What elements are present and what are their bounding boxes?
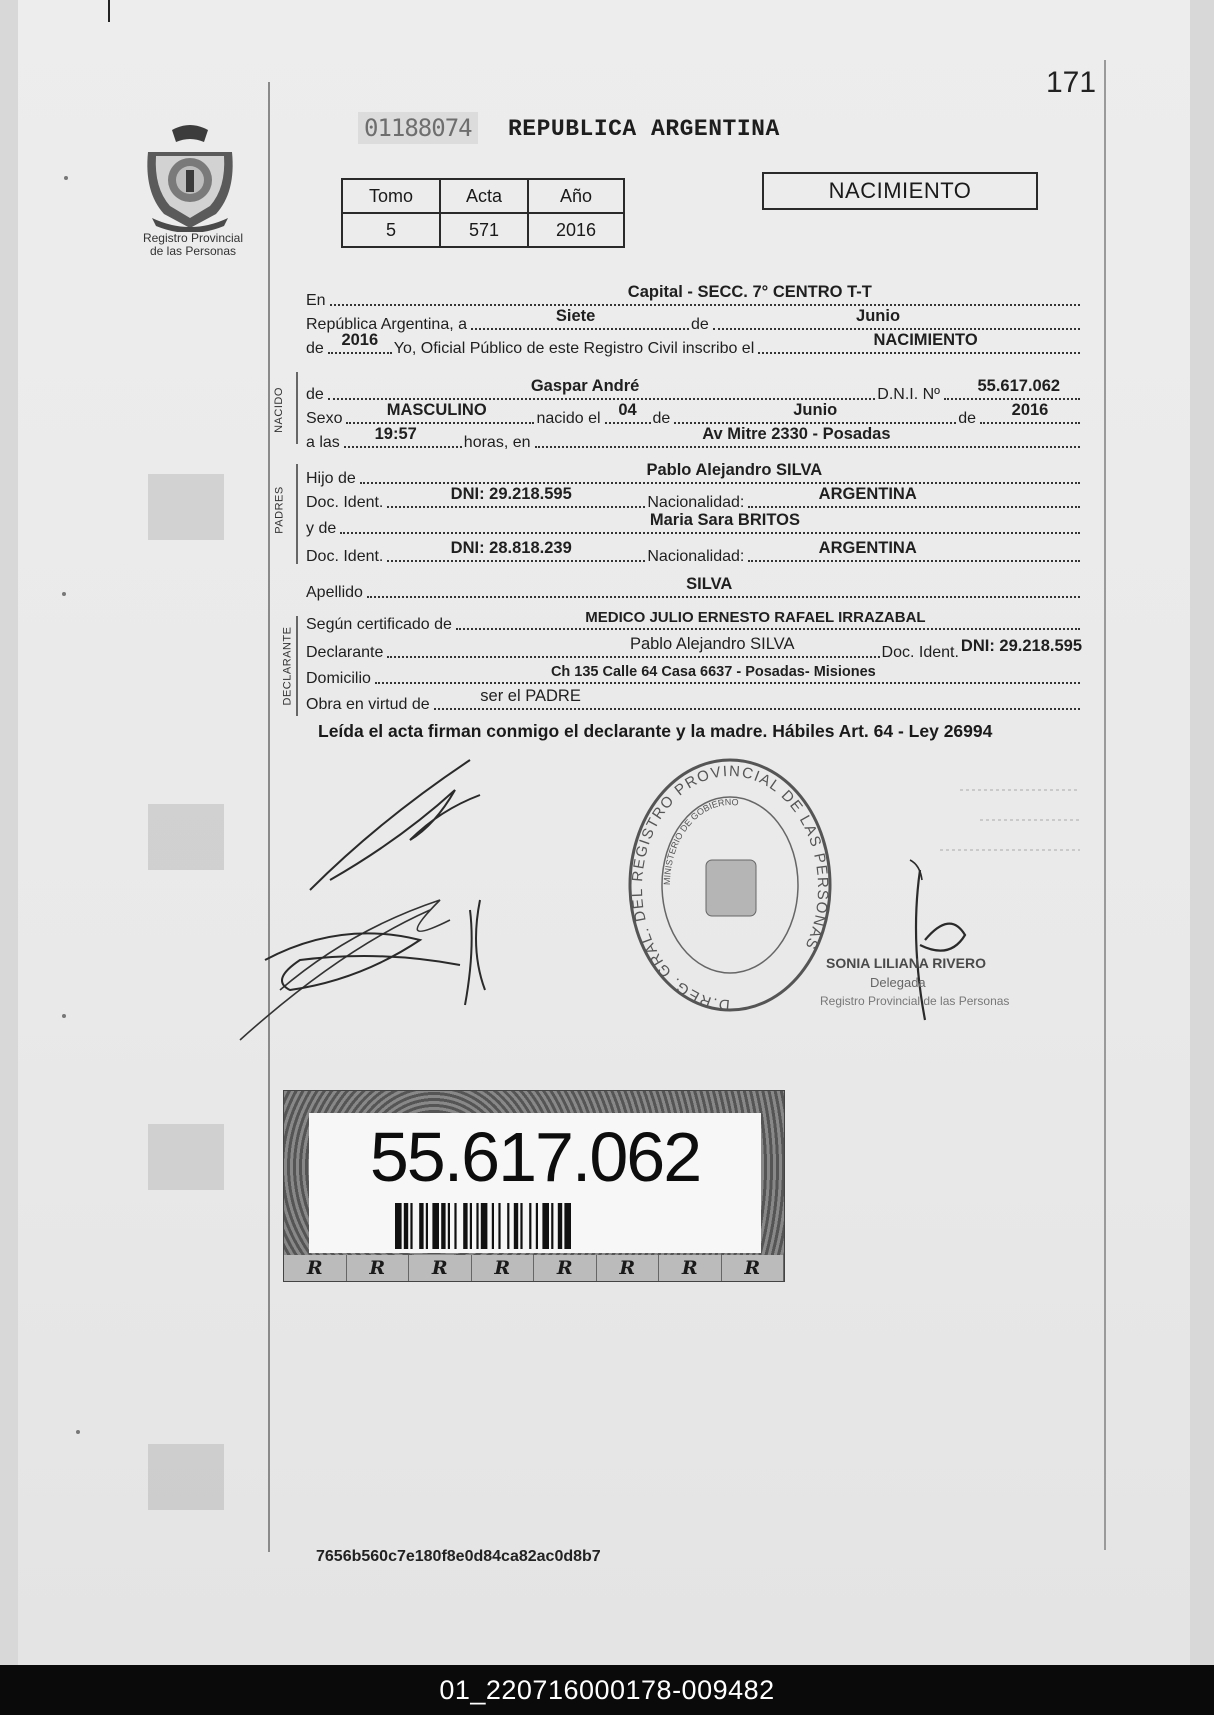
label-alas: a las (306, 434, 340, 451)
dotted-line (713, 307, 1080, 330)
barcode-bar (564, 1203, 571, 1249)
value-mother-doc: DNI: 28.818.239 (450, 539, 572, 557)
punch-hole (64, 176, 68, 180)
form-row-domicilio (306, 666, 1082, 688)
security-mark: R (722, 1255, 785, 1281)
security-mark: R (472, 1255, 535, 1281)
dotted-line (535, 425, 1080, 448)
barcode-bar (410, 1203, 412, 1249)
registry-caption-line2: de las Personas (149, 244, 237, 258)
value-child-name: Gaspar André (530, 377, 640, 395)
form-row-declarante (306, 635, 1082, 662)
country-heading: REPUBLICA ARGENTINA (508, 116, 780, 142)
label-segun: Según certificado de (306, 616, 452, 633)
security-mark: R (347, 1255, 410, 1281)
seal-ring-text: D.REG. GRAL. DEL REGISTRO PROVINCIAL DE LAS PERSONAS (628, 762, 832, 1014)
label-doc: Doc. Ident. (881, 644, 959, 661)
dotted-line (605, 401, 651, 424)
dotted-line (375, 664, 1080, 684)
punch-hole (76, 1430, 80, 1434)
form-row-mother (306, 511, 1082, 538)
value-domicilio: Ch 135 Calle 64 Casa 6637 - Posadas- Misiones (550, 664, 876, 680)
section-bar-declarante (296, 616, 298, 716)
label-obra: Obra en virtud de (306, 696, 430, 713)
barcode-bar (558, 1203, 562, 1249)
barcode-bar (551, 1203, 553, 1249)
dotted-line (367, 575, 1080, 598)
form-row-certificate (306, 609, 1082, 634)
dotted-line (758, 331, 1080, 354)
barcode-bar (454, 1203, 456, 1249)
dotted-line (674, 401, 956, 424)
form-row-obra (306, 687, 1082, 714)
label-domicilio: Domicilio (306, 670, 371, 687)
bleedthrough-emblem-icon (138, 470, 234, 550)
dotted-line (344, 425, 462, 448)
registry-caption-line1: Registro Provincial (142, 231, 244, 245)
form-row-officer (306, 331, 1082, 358)
document-hash: 7656b560c7e180f8e0d84ca82ac0d8b7 (316, 1548, 601, 1565)
value-year: 2016 (341, 331, 379, 349)
label-doc: Doc. Ident. (306, 548, 384, 565)
label-de: de (306, 340, 324, 357)
value-father-nationality: ARGENTINA (818, 485, 917, 503)
value-day-word: Siete (555, 307, 596, 325)
dotted-line (387, 485, 645, 508)
security-mark: R (409, 1255, 472, 1281)
value-declarante-doc: DNI: 29.218.595 (960, 637, 1082, 655)
value-father-doc: DNI: 29.218.595 (450, 485, 572, 503)
label-de: de (691, 316, 709, 333)
page-number: 171 (1046, 66, 1097, 99)
top-edge-mark (108, 0, 110, 22)
dotted-line (944, 377, 1080, 400)
acta-value-tomo: 5 (342, 213, 440, 247)
label-nacionalidad: Nacionalidad: (647, 494, 745, 511)
acta-value-acta: 571 (440, 213, 528, 247)
barcode-bar (507, 1203, 509, 1249)
value-dni: 55.617.062 (977, 377, 1061, 395)
officer-role: Delegada (870, 975, 926, 990)
label-en: En (306, 292, 326, 309)
barcode-bar (498, 1203, 500, 1249)
value-obra: ser el PADRE (480, 687, 581, 705)
dotted-line (340, 511, 1080, 534)
punch-hole (62, 592, 66, 596)
barcode-bar (476, 1203, 478, 1249)
value-birth-time: 19:57 (374, 425, 417, 443)
value-father-name: Pablo Alejandro SILVA (646, 461, 823, 479)
label-horas: horas, en (463, 434, 531, 451)
dotted-line (471, 307, 689, 330)
serial-number: 01188074 (358, 112, 478, 144)
acta-table (341, 178, 625, 248)
value-birth-year: 2016 (1011, 401, 1049, 419)
value-place: Capital - SECC. 7° CENTRO T-T (627, 283, 872, 301)
barcode-bar (536, 1203, 538, 1249)
barcode-bar (470, 1203, 472, 1249)
label-dni: D.N.I. Nº (877, 386, 940, 403)
sticker-number: 55.617.062 (369, 1118, 701, 1196)
acta-header-year: Año (528, 179, 624, 213)
value-birth-month: Junio (793, 401, 838, 419)
barcode-bar (514, 1203, 518, 1249)
form-row-father-doc (306, 485, 1082, 512)
dotted-line (748, 485, 1080, 508)
form-row-surname (306, 575, 1082, 602)
acta-header-tomo: Tomo (342, 179, 440, 213)
barcode-bar (395, 1203, 402, 1249)
punch-hole (62, 1014, 66, 1018)
seal-inner-text: MINISTERIO DE GOBIERNO (661, 796, 740, 886)
barcode-bar (448, 1203, 450, 1249)
label-republica: República Argentina, a (306, 316, 467, 333)
form-row-birth (306, 401, 1082, 428)
form-row-place (306, 283, 1082, 310)
dotted-line (434, 687, 1080, 710)
label-nacionalidad: Nacionalidad: (647, 548, 745, 565)
bleedthrough-emblem-icon (138, 1120, 234, 1200)
section-bar-padres (296, 464, 298, 564)
section-label-nacido: NACIDO (272, 387, 285, 433)
label-doc: Doc. Ident. (306, 494, 384, 511)
form-row-mother-doc (306, 539, 1082, 566)
security-mark: R (284, 1255, 347, 1281)
form-row-father (306, 461, 1082, 488)
dotted-line (748, 539, 1080, 562)
form-row-time-place (306, 425, 1082, 452)
value-declarante: Pablo Alejandro SILVA (629, 635, 795, 653)
value-mother-nationality: ARGENTINA (818, 539, 917, 557)
officer-name: SONIA LILIANA RIVERO (826, 955, 986, 971)
value-sexo: MASCULINO (386, 401, 487, 419)
label-hijo: Hijo de (306, 470, 356, 487)
label-sexo: Sexo (306, 410, 343, 427)
id-sticker (283, 1090, 785, 1282)
barcode-bar (441, 1203, 445, 1249)
sticker-label (309, 1113, 761, 1253)
section-label-declarante: DECLARANTE (281, 626, 294, 706)
barcode-bar (529, 1203, 531, 1249)
bleedthrough-emblem-icon (138, 1440, 234, 1520)
security-mark: R (597, 1255, 660, 1281)
province-emblem-icon (142, 122, 238, 232)
acta-header-acta: Acta (440, 179, 528, 213)
barcode-bar (542, 1203, 549, 1249)
section-bar-nacido (296, 372, 298, 444)
record-type-box: NACIMIENTO (762, 172, 1038, 210)
label-nacido: nacido el (536, 410, 601, 427)
dotted-line (360, 461, 1080, 484)
officer-office: Registro Provincial de las Personas (820, 994, 1010, 1008)
barcode-bar (463, 1203, 467, 1249)
barcode-bar (492, 1203, 494, 1249)
value-month: Junio (856, 307, 901, 325)
label-de: de (306, 386, 324, 403)
dotted-line (330, 283, 1080, 306)
dotted-line (346, 401, 534, 424)
security-mark: R (659, 1255, 722, 1281)
label-de: de (652, 410, 671, 427)
label-y-de: y de (306, 520, 337, 537)
value-inscribed: NACIMIENTO (873, 331, 978, 349)
sticker-security-strip (284, 1255, 784, 1281)
label-officer-text: Yo, Oficial Público de este Registro Civil inscribo el (393, 340, 755, 357)
section-label-padres: PADRES (273, 486, 286, 534)
dotted-line (387, 539, 645, 562)
barcode-bar (426, 1203, 428, 1249)
closing-statement: Leída el acta firman conmigo el declarante y la madre. Hábiles Art. 64 - Ley 26994 (318, 721, 993, 741)
dotted-line (387, 635, 879, 658)
value-mother-name: Maria Sara BRITOS (649, 511, 800, 529)
label-apellido: Apellido (306, 584, 363, 601)
value-certificate: MEDICO JULIO ERNESTO RAFAEL IRRAZABAL (585, 609, 926, 626)
dotted-line (328, 377, 875, 400)
barcode-bar (419, 1203, 423, 1249)
acta-value-year: 2016 (528, 213, 624, 247)
scan-footer: 01_220716000178-009482 (0, 1665, 1214, 1715)
security-mark: R (534, 1255, 597, 1281)
dotted-line (980, 401, 1080, 424)
barcode-bar (404, 1203, 408, 1249)
dotted-line (328, 331, 392, 354)
registry-caption (118, 232, 268, 258)
dotted-line (456, 609, 1080, 630)
value-birth-place: Av Mitre 2330 - Posadas (702, 425, 891, 443)
barcode (395, 1203, 685, 1249)
value-surname: SILVA (686, 575, 733, 593)
value-birth-day: 04 (618, 401, 637, 419)
barcode-bar (520, 1203, 522, 1249)
barcode-bar (481, 1203, 488, 1249)
label-de: de (958, 410, 976, 427)
barcode-bar (432, 1203, 439, 1249)
label-declarante: Declarante (306, 644, 384, 661)
registry-seal-stamp (626, 756, 834, 1014)
